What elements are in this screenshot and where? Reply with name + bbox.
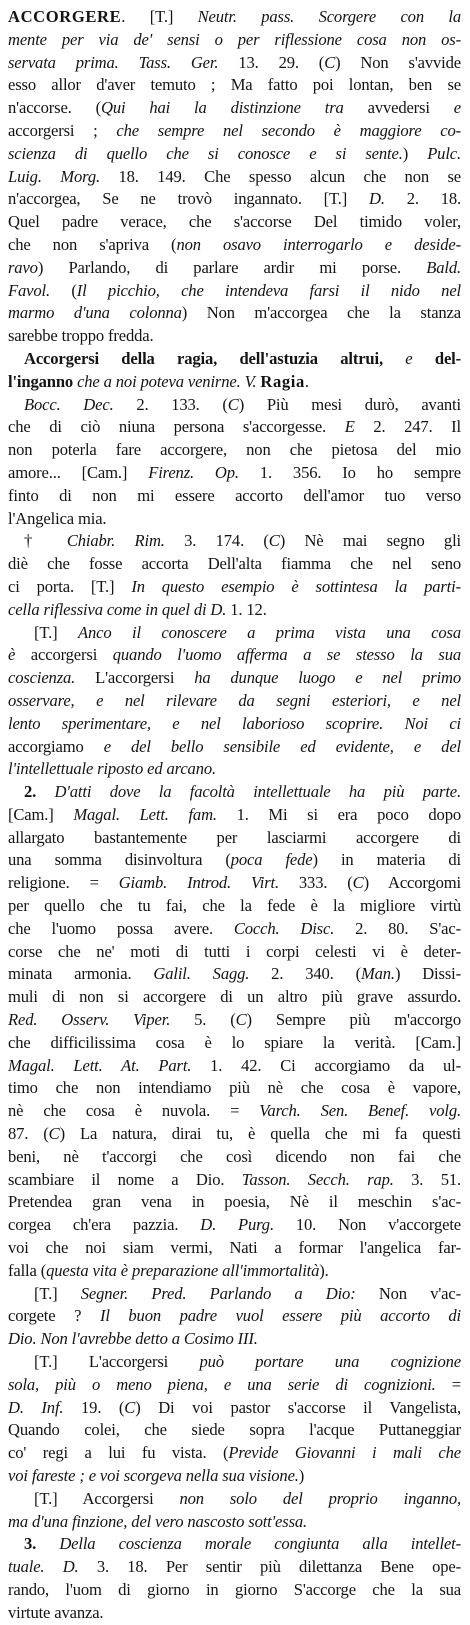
text-line: l'inganno che a noi poteva venirne. V. Ragia. [8,371,309,391]
text-line: 3. Della coscienza morale congiunta alla intellet- [24,1534,461,1554]
text-line: che di ciò niuna persona s'accorgesse. E 2. 247. Il [8,417,461,437]
text-line: Bocc. Dec. 2. 133. (C) Più mesi durò, avanti [24,394,461,414]
text-line: non poterla fare accorgere, non che pietosa del mio [8,440,461,460]
text-line: ci porta. [T.] In questo esempio è sottintesa la parti- [8,576,461,596]
text-line: minata armonia. Galil. Sagg. 2. 340. (Man.) Dissi- [8,964,461,984]
text-line: cella riflessiva come in quel di D. 1. 12. [8,599,267,619]
text-line: [Cam.] Magal. Lett. fam. 1. Mi si era poco dopo [8,804,461,824]
text-line: Favol. (Il picchio, che intendeva farsi il nido nel [8,280,461,300]
text-line: che non s'apriva (non osavo interrogarlo e deside- [8,234,461,254]
text-line: voi che noi siam vermi, Nati a formar l'angelica far- [8,1238,461,1258]
text-line: ma d'una finzione, del vero nascosto sott'essa. [8,1511,308,1531]
text-line: co' regi a lui fu vista. (Previde Giovanni i mali che [8,1443,461,1463]
text-line: che difficilissima cosa è lo spiare la verità. [Cam.] [8,1032,461,1052]
text-line: ACCORGERE. [T.] Neutr. pass. Scorgere con la [8,7,461,26]
text-line: marmo d'una colonna) Non m'accorgea che la stanza [8,303,461,323]
text-line: finto di non mi essere accorto dell'amor tuo verso [8,485,461,505]
text-line: [T.] L'accorgersi può portare una cognizione [34,1352,461,1372]
text-line: osservare, e nel rilevare da segni esteriori, e nel [8,690,461,710]
text-line: coscienza. L'accorgersi ha dunque luogo e nel primo [8,668,461,688]
text-line: amore... [Cam.] Firenz. Op. 1. 356. Io ho sempre [8,462,461,482]
text-line: scambiare il nome a Dio. Tasson. Secch. rap. 3. 51. [8,1169,461,1189]
text-line: scienza di quello che si conosce e si sente.) Pulc. [8,143,461,163]
text-line: accorgersi ; che sempre nel secondo è maggiore co- [8,120,461,140]
text-line: nè che cosa è nuvola. = Varch. Sen. Benef. volg. [8,1101,461,1121]
text-line: timo che non intendiamo più nè che cosa è vapore, [8,1078,461,1098]
text-line: 87. (C) La natura, dirai tu, è quella che mi fa questi [8,1124,461,1144]
dictionary-entry-accorgere [8,6,461,1625]
text-line: per quello che tu fai, che la fede è la migliore virtù [8,896,461,916]
text-line: una somma disinvoltura (poca fede) in materia di [8,850,461,870]
text-line: Pretendea gran vena in poesia, Nè il meschin s'ac- [8,1192,461,1212]
text-line: Quel padre verace, che s'accorse Del timido voler, [8,212,461,232]
text-line: 2. D'atti dove la facoltà intellettuale ha più parte. [24,782,461,802]
text-line: l'intellettuale riposto ed arcano. [8,759,216,779]
text-line: tuale. D. 3. 18. Per sentir più dilettanza Bene ope- [8,1557,461,1577]
text-line: Quando colei, che siede sopra l'acque Puttaneggiar [8,1420,461,1440]
text-line: corgea ch'era pazzia. D. Purg. 10. Non v'accorgete [8,1215,461,1235]
text-line: sarebbe troppo fredda. [8,326,154,346]
text-line: [T.] Anco il conoscere a prima vista una cosa [34,622,461,642]
text-line: virtute avanza. [8,1602,104,1622]
text-line: n'accorse. (Qui hai la distinzione tra avvedersi e [8,98,461,118]
text-line: mente per via de' sensi o per riflessione cosa non os- [8,29,461,49]
text-line: D. Inf. 19. (C) Di voi pastor s'accorse il Vangelista, [8,1397,461,1417]
text-line: Red. Osserv. Viper. 5. (C) Sempre più m'accorgo [8,1010,461,1030]
text-line: Dio. Non l'avrebbe detto a Cosimo III. [8,1329,258,1349]
text-line: falla (questa vita è preparazione all'immortalità). [8,1260,329,1280]
text-line: diè che fosse accorta Dell'alta fiamma che nel seno [8,554,461,574]
text-line: Accorgersi della ragia, dell'astuzia altrui, e del- [24,348,461,368]
text-line: lento sperimentare, e nel laborioso scoprire. Noi ci [8,713,461,733]
text-line: Magal. Lett. At. Part. 1. 42. Ci accorgiamo da ul- [8,1055,461,1075]
text-line: esso allor d'aver temuto ; Ma fatto poi lontan, ben se [8,75,461,95]
text-line: che l'uomo possa avere. Cocch. Disc. 2. 80. S'ac- [8,918,461,938]
text-line: [T.] Segner. Pred. Parlando a Dio: Non v'ac- [34,1283,461,1303]
text-line: Luig. Morg. 18. 149. Che spesso alcun che non se [8,166,461,186]
text-line: l'Angelica mia. [8,508,107,528]
text-line: muli di non si accorgere di un altro più grave assurdo. [8,987,461,1007]
text-line: sola, più o meno piena, e una serie di cognizioni. = [8,1374,461,1394]
text-line: voi fareste ; e voi scorgeva nella sua visione.) [8,1466,305,1485]
text-line: religione. = Giamb. Introd. Virt. 333. (C) Accorgomi [8,873,461,893]
text-line: corgete ? Il buon padre vuol essere più accorto di [8,1306,461,1326]
text-line: allargato bastantemente per lasciarmi accorgere di [8,827,461,847]
text-line: beni, nè t'accorgi che così dicendo non fai che [8,1146,461,1166]
text-line: [T.] Accorgersi non solo del proprio inganno, [34,1488,461,1508]
text-line: rando, l'uom di giorno in giorno S'accorge che la sua [8,1579,461,1599]
text-line: corse che ne' moti di tutti i corpi celesti vi è deter- [8,941,461,961]
text-line: è accorgersi quando l'uomo afferma a se stesso la sua [8,645,461,665]
text-line: servata prima. Tass. Ger. 13. 29. (C) Non s'avvide [8,52,461,72]
text-line: n'accorgea, Se ne trovò ingannato. [T.] D. 2. 18. [8,189,461,209]
text-line: † Chiabr. Rim. 3. 174. (C) Nè mai segno gli [24,531,461,551]
text-line: accorgiamo e del bello sensibile ed evidente, e del [8,736,461,756]
text-line: ravo) Parlando, di parlare ardir mi porse. Bald. [8,257,461,277]
